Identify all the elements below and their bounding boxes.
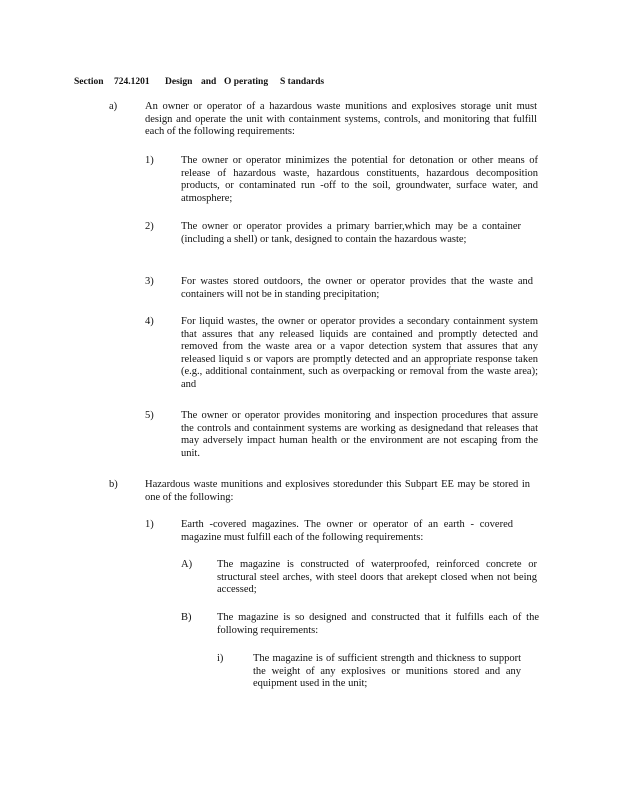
item-text-a: An owner or operator of a hazardous waste munitions and explosives storage unit must design and operate the unit with containment systems, controls, and monitoring that fulfill each of the following requirements: (145, 101, 537, 138)
section-title-word: and (201, 77, 217, 87)
section-title-word: O perating (224, 77, 269, 87)
section-number: 724.1201 (114, 77, 150, 87)
item-text-a3: For wastes stored outdoors, the owner or operator provides that the waste and containers will not be in standing precipitation; (181, 276, 533, 300)
item-text-a4: For liquid wastes, the owner or operator provides a secondary containment system that assures that any released liquids are contained and promptly detected and removed from the waste area or a vapor detection system that assures that any released liquid s or vapors are promptly detected and an appropriate response taken (e.g., additional containment, such as overpacking or removal from the waste area); and (181, 316, 538, 390)
section-title-word: Design (165, 77, 193, 87)
item-label-a4: 4) (145, 316, 154, 327)
item-label-b1Bi: i) (217, 653, 224, 664)
item-text-b: Hazardous waste munitions and explosives storedunder this Subpart EE may be stored in one of the following: (145, 479, 530, 503)
item-text-b1Bi: The magazine is of sufficient strength and thickness to support the weight of any explosives or munitions stored and any equipment used in the unit; (253, 653, 521, 690)
item-label-a3: 3) (145, 276, 154, 287)
section-label: Section (74, 77, 104, 87)
item-text-b1A: The magazine is constructed of waterproofed, reinforced concrete or structural steel arches, with steel doors that arekept closed when not being accessed; (217, 559, 537, 596)
item-label-a5: 5) (145, 410, 154, 421)
item-label-b: b) (109, 479, 118, 490)
item-text-b1: Earth -covered magazines. The owner or operator of an earth - covered magazine must fulfill each of the following requirements: (181, 519, 513, 543)
item-label-a1: 1) (145, 155, 154, 166)
item-label-a: a) (109, 101, 118, 112)
item-label-b1A: A) (181, 559, 193, 570)
item-text-b1B: The magazine is so designed and constructed that it fulfills each of the following requirements: (217, 612, 539, 636)
item-text-a5: The owner or operator provides monitoring and inspection procedures that assure the controls and containment systems are working as designedand that releases that may adversely impact human health or the environment are not escaping from the unit. (181, 410, 538, 459)
item-label-b1: 1) (145, 519, 154, 530)
section-title-word: S tandards (280, 77, 325, 87)
item-label-b1B: B) (181, 612, 192, 623)
item-label-a2: 2) (145, 221, 154, 232)
item-text-a1: The owner or operator minimizes the potential for detonation or other means of release of hazardous waste, hazardous constituents, hazardous decomposition products, or contaminated run -off to the soil, groundwater, surface water, and atmosphere; (181, 155, 538, 204)
item-text-a2: The owner or operator provides a primary barrier,which may be a container (including a shell) or tank, designed to contain the hazardous waste; (181, 221, 521, 245)
